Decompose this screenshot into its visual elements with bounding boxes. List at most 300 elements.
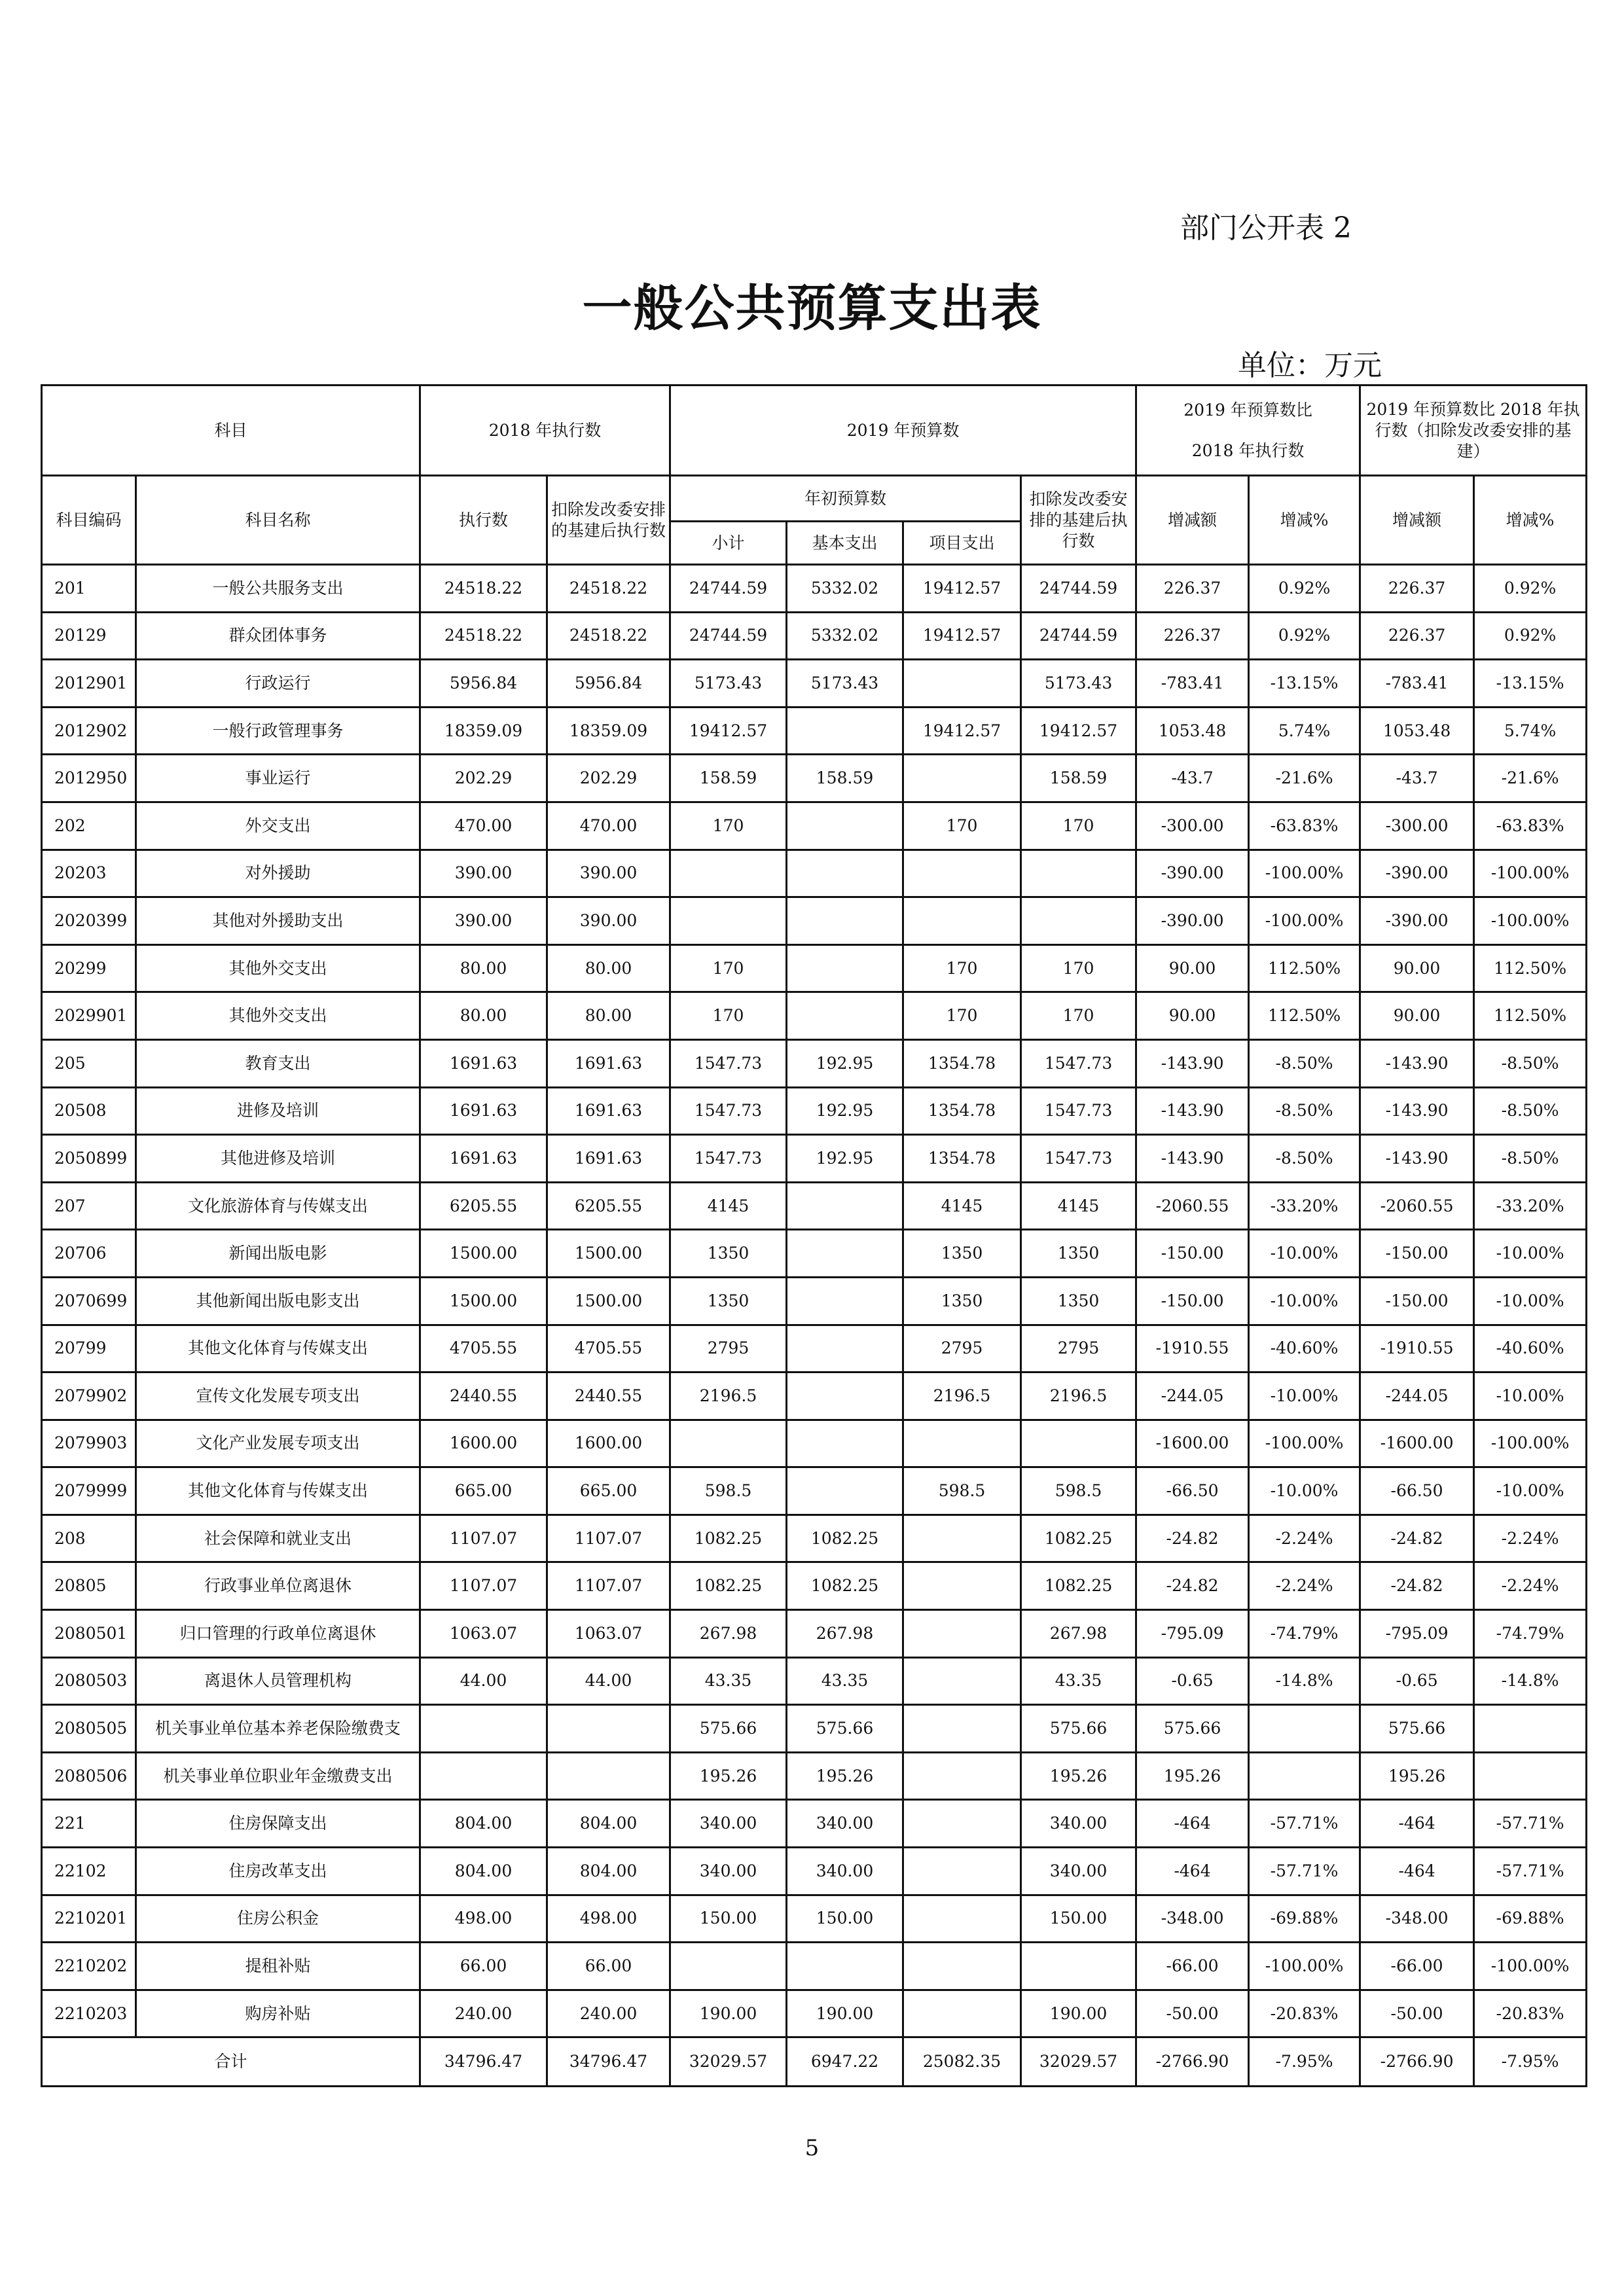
subject-name-cell: 其他文化体育与传媒支出 bbox=[136, 1325, 420, 1372]
unit-label: 单位：万元 bbox=[1238, 349, 1382, 382]
value-cell: 190.00 bbox=[1021, 1990, 1136, 2037]
value-cell: -8.50% bbox=[1249, 1039, 1360, 1087]
subject-name-cell: 行政事业单位离退休 bbox=[136, 1562, 420, 1610]
value-cell: -40.60% bbox=[1249, 1325, 1360, 1372]
value-cell bbox=[903, 1895, 1021, 1943]
subject-name-cell: 机关事业单位基本养老保险缴费支 bbox=[136, 1705, 420, 1753]
value-cell: -21.6% bbox=[1474, 755, 1587, 802]
value-cell: -63.83% bbox=[1474, 802, 1587, 850]
value-cell bbox=[1474, 1752, 1587, 1800]
value-cell: -143.90 bbox=[1136, 1039, 1249, 1087]
total-row bbox=[42, 2037, 1587, 2087]
subject-name-cell: 新闻出版电影 bbox=[136, 1230, 420, 1278]
value-cell: 1354.78 bbox=[903, 1039, 1021, 1087]
value-cell: 5956.84 bbox=[547, 660, 670, 708]
value-cell: 195.26 bbox=[1136, 1752, 1249, 1800]
value-cell: -244.05 bbox=[1360, 1372, 1474, 1420]
value-cell: 192.95 bbox=[787, 1087, 903, 1135]
value-cell bbox=[787, 802, 903, 850]
value-cell: 190.00 bbox=[787, 1990, 903, 2037]
value-cell: 24744.59 bbox=[1021, 565, 1136, 613]
subject-name-cell: 住房保障支出 bbox=[136, 1800, 420, 1848]
table-row bbox=[42, 1895, 1587, 1943]
subject-code-cell: 2210203 bbox=[42, 1990, 136, 2037]
value-cell: 66.00 bbox=[547, 1943, 670, 1990]
value-cell: 0.92% bbox=[1249, 612, 1360, 660]
value-cell: -2.24% bbox=[1249, 1515, 1360, 1562]
value-cell: 195.26 bbox=[1360, 1752, 1474, 1800]
subject-code-cell: 20706 bbox=[42, 1230, 136, 1278]
value-cell: 1691.63 bbox=[420, 1087, 547, 1135]
value-cell bbox=[903, 1657, 1021, 1705]
value-cell: -2060.55 bbox=[1360, 1182, 1474, 1230]
total-cell: 25082.35 bbox=[903, 2037, 1021, 2087]
subject-code-cell: 2079903 bbox=[42, 1420, 136, 1467]
value-cell: 470.00 bbox=[547, 802, 670, 850]
value-cell: 190.00 bbox=[670, 1990, 787, 2037]
value-cell: 4145 bbox=[670, 1182, 787, 1230]
value-cell: 0.92% bbox=[1474, 565, 1587, 613]
subject-code-cell: 2210201 bbox=[42, 1895, 136, 1943]
value-cell bbox=[1021, 897, 1136, 945]
value-cell: 18359.09 bbox=[547, 707, 670, 755]
value-cell: -8.50% bbox=[1249, 1087, 1360, 1135]
subject-name-cell: 其他对外援助支出 bbox=[136, 897, 420, 945]
subject-name-cell: 机关事业单位职业年金缴费支出 bbox=[136, 1752, 420, 1800]
value-cell: 6205.55 bbox=[420, 1182, 547, 1230]
value-cell: 19412.57 bbox=[903, 612, 1021, 660]
table-row bbox=[42, 1277, 1587, 1325]
subject-name-cell: 其他外交支出 bbox=[136, 944, 420, 992]
value-cell bbox=[787, 944, 903, 992]
subject-name-cell: 归口管理的行政单位离退休 bbox=[136, 1610, 420, 1658]
value-cell bbox=[547, 1705, 670, 1753]
table-row bbox=[42, 897, 1587, 945]
subject-code-cell: 2079999 bbox=[42, 1467, 136, 1515]
value-cell bbox=[903, 1562, 1021, 1610]
value-cell: 195.26 bbox=[1021, 1752, 1136, 1800]
value-cell: 2196.5 bbox=[903, 1372, 1021, 1420]
value-cell bbox=[787, 1277, 903, 1325]
value-cell: 1063.07 bbox=[420, 1610, 547, 1658]
value-cell: 195.26 bbox=[787, 1752, 903, 1800]
subject-code-cell: 2080503 bbox=[42, 1657, 136, 1705]
value-cell: 80.00 bbox=[420, 992, 547, 1040]
subject-name-cell: 住房公积金 bbox=[136, 1895, 420, 1943]
subject-code-cell: 2020399 bbox=[42, 897, 136, 945]
subject-name-cell: 对外援助 bbox=[136, 850, 420, 897]
value-cell: 112.50% bbox=[1249, 944, 1360, 992]
value-cell: 1350 bbox=[903, 1277, 1021, 1325]
value-cell: 4145 bbox=[903, 1182, 1021, 1230]
value-cell bbox=[903, 1848, 1021, 1895]
value-cell: 90.00 bbox=[1360, 944, 1474, 992]
subject-name-cell: 一般行政管理事务 bbox=[136, 707, 420, 755]
subject-name-cell: 离退休人员管理机构 bbox=[136, 1657, 420, 1705]
value-cell: -13.15% bbox=[1249, 660, 1360, 708]
value-cell: -24.82 bbox=[1136, 1562, 1249, 1610]
value-cell bbox=[787, 1943, 903, 1990]
value-cell: 804.00 bbox=[420, 1848, 547, 1895]
table-row bbox=[42, 1182, 1587, 1230]
subject-name-cell: 一般公共服务支出 bbox=[136, 565, 420, 613]
value-cell: -1910.55 bbox=[1360, 1325, 1474, 1372]
value-cell: 170 bbox=[903, 992, 1021, 1040]
value-cell: 1600.00 bbox=[547, 1420, 670, 1467]
value-cell: 112.50% bbox=[1474, 992, 1587, 1040]
subject-name-cell: 行政运行 bbox=[136, 660, 420, 708]
value-cell: -2.24% bbox=[1249, 1562, 1360, 1610]
value-cell bbox=[903, 660, 1021, 708]
subject-code-cell: 2012902 bbox=[42, 707, 136, 755]
value-cell: -13.15% bbox=[1474, 660, 1587, 708]
value-cell bbox=[787, 1182, 903, 1230]
value-cell: 1107.07 bbox=[420, 1515, 547, 1562]
subject-code-cell: 20508 bbox=[42, 1087, 136, 1135]
table-row bbox=[42, 1420, 1587, 1467]
value-cell: -795.09 bbox=[1136, 1610, 1249, 1658]
value-cell bbox=[903, 1943, 1021, 1990]
value-cell: -464 bbox=[1136, 1800, 1249, 1848]
value-cell: 1500.00 bbox=[420, 1277, 547, 1325]
subject-code-cell: 20799 bbox=[42, 1325, 136, 1372]
value-cell: -143.90 bbox=[1360, 1135, 1474, 1183]
value-cell bbox=[420, 1752, 547, 1800]
value-cell: 170 bbox=[670, 802, 787, 850]
value-cell: 598.5 bbox=[903, 1467, 1021, 1515]
table-row bbox=[42, 755, 1587, 802]
value-cell: -100.00% bbox=[1474, 850, 1587, 897]
value-cell: -10.00% bbox=[1474, 1467, 1587, 1515]
value-cell: 1500.00 bbox=[547, 1277, 670, 1325]
value-cell: -100.00% bbox=[1474, 1943, 1587, 1990]
value-cell: 340.00 bbox=[787, 1800, 903, 1848]
value-cell: -66.50 bbox=[1136, 1467, 1249, 1515]
value-cell: 1082.25 bbox=[1021, 1562, 1136, 1610]
value-cell: 665.00 bbox=[420, 1467, 547, 1515]
table-row bbox=[42, 1800, 1587, 1848]
value-cell: 66.00 bbox=[420, 1943, 547, 1990]
table-row bbox=[42, 1990, 1587, 2037]
value-cell: -57.71% bbox=[1474, 1800, 1587, 1848]
table-row bbox=[42, 1135, 1587, 1183]
value-cell: -1600.00 bbox=[1136, 1420, 1249, 1467]
value-cell: 44.00 bbox=[420, 1657, 547, 1705]
header-inc-percent: 增减% bbox=[1249, 476, 1360, 565]
value-cell: 665.00 bbox=[547, 1467, 670, 1515]
value-cell: 2795 bbox=[903, 1325, 1021, 1372]
value-cell: 226.37 bbox=[1136, 565, 1249, 613]
value-cell: 1547.73 bbox=[1021, 1039, 1136, 1087]
value-cell bbox=[903, 850, 1021, 897]
header-inc-amount-adjusted: 增减额 bbox=[1360, 476, 1474, 565]
value-cell: -2060.55 bbox=[1136, 1182, 1249, 1230]
value-cell: 170 bbox=[1021, 992, 1136, 1040]
value-cell: -10.00% bbox=[1249, 1230, 1360, 1278]
subject-name-cell: 其他新闻出版电影支出 bbox=[136, 1277, 420, 1325]
value-cell: -14.8% bbox=[1474, 1657, 1587, 1705]
value-cell: 267.98 bbox=[1021, 1610, 1136, 1658]
value-cell bbox=[787, 850, 903, 897]
subject-code-cell: 20805 bbox=[42, 1562, 136, 1610]
value-cell: 170 bbox=[670, 944, 787, 992]
value-cell: 1107.07 bbox=[547, 1562, 670, 1610]
header-compare-line2: 2018 年执行数 bbox=[1191, 440, 1305, 460]
value-cell: 2196.5 bbox=[670, 1372, 787, 1420]
value-cell: 43.35 bbox=[670, 1657, 787, 1705]
table-row bbox=[42, 660, 1587, 708]
subject-code-cell: 20299 bbox=[42, 944, 136, 992]
value-cell: 80.00 bbox=[547, 944, 670, 992]
value-cell: -1600.00 bbox=[1360, 1420, 1474, 1467]
value-cell: -150.00 bbox=[1360, 1230, 1474, 1278]
subject-name-cell: 群众团体事务 bbox=[136, 612, 420, 660]
header-initial-budget: 年初预算数 bbox=[670, 476, 1021, 522]
value-cell: 2795 bbox=[670, 1325, 787, 1372]
value-cell: 170 bbox=[670, 992, 787, 1040]
value-cell: -24.82 bbox=[1136, 1515, 1249, 1562]
value-cell: -464 bbox=[1360, 1800, 1474, 1848]
value-cell: -50.00 bbox=[1360, 1990, 1474, 2037]
value-cell: 90.00 bbox=[1136, 992, 1249, 1040]
header-subtotal: 小计 bbox=[670, 522, 787, 565]
value-cell bbox=[787, 992, 903, 1040]
value-cell: -464 bbox=[1136, 1848, 1249, 1895]
subject-name-cell: 事业运行 bbox=[136, 755, 420, 802]
value-cell bbox=[670, 1420, 787, 1467]
value-cell bbox=[903, 1420, 1021, 1467]
value-cell: 43.35 bbox=[787, 1657, 903, 1705]
header-budget-2019: 2019 年预算数 bbox=[670, 386, 1136, 476]
value-cell: 5173.43 bbox=[670, 660, 787, 708]
subject-name-cell: 宣传文化发展专项支出 bbox=[136, 1372, 420, 1420]
value-cell: 2795 bbox=[1021, 1325, 1136, 1372]
value-cell bbox=[787, 1230, 903, 1278]
value-cell: 1107.07 bbox=[547, 1515, 670, 1562]
table-body bbox=[42, 565, 1587, 2037]
value-cell: -57.71% bbox=[1249, 1800, 1360, 1848]
value-cell: 19412.57 bbox=[670, 707, 787, 755]
total-cell: 34796.47 bbox=[547, 2037, 670, 2087]
subject-name-cell: 进修及培训 bbox=[136, 1087, 420, 1135]
header-basic: 基本支出 bbox=[787, 522, 903, 565]
value-cell: 470.00 bbox=[420, 802, 547, 850]
subject-code-cell: 2070699 bbox=[42, 1277, 136, 1325]
value-cell: 1082.25 bbox=[670, 1515, 787, 1562]
document-label: 部门公开表 2 bbox=[1180, 211, 1352, 245]
value-cell: 44.00 bbox=[547, 1657, 670, 1705]
header-compare-adjusted: 2019 年预算数比 2018 年执行数（扣除发改委安排的基建） bbox=[1360, 386, 1587, 476]
value-cell: -24.82 bbox=[1360, 1562, 1474, 1610]
value-cell: 340.00 bbox=[1021, 1800, 1136, 1848]
subject-name-cell: 文化产业发展专项支出 bbox=[136, 1420, 420, 1467]
subject-code-cell: 2029901 bbox=[42, 992, 136, 1040]
value-cell: 1500.00 bbox=[547, 1230, 670, 1278]
subject-code-cell: 2080506 bbox=[42, 1752, 136, 1800]
value-cell: 226.37 bbox=[1360, 612, 1474, 660]
value-cell: 5173.43 bbox=[1021, 660, 1136, 708]
total-cell: 34796.47 bbox=[420, 2037, 547, 2087]
table-row bbox=[42, 1943, 1587, 1990]
value-cell: -1910.55 bbox=[1136, 1325, 1249, 1372]
value-cell bbox=[787, 1420, 903, 1467]
table-row bbox=[42, 1515, 1587, 1562]
value-cell bbox=[1021, 850, 1136, 897]
value-cell: -63.83% bbox=[1249, 802, 1360, 850]
value-cell: -0.65 bbox=[1136, 1657, 1249, 1705]
value-cell: 0.92% bbox=[1249, 565, 1360, 613]
value-cell: -43.7 bbox=[1136, 755, 1249, 802]
value-cell: 498.00 bbox=[547, 1895, 670, 1943]
table-row bbox=[42, 1467, 1587, 1515]
table-row bbox=[42, 944, 1587, 992]
value-cell: 24518.22 bbox=[420, 612, 547, 660]
value-cell: -10.00% bbox=[1249, 1467, 1360, 1515]
value-cell: -20.83% bbox=[1474, 1990, 1587, 2037]
subject-code-cell: 20203 bbox=[42, 850, 136, 897]
value-cell: 1107.07 bbox=[420, 1562, 547, 1610]
value-cell: -66.00 bbox=[1136, 1943, 1249, 1990]
value-cell: 1691.63 bbox=[547, 1135, 670, 1183]
value-cell: -2.24% bbox=[1474, 1515, 1587, 1562]
total-label: 合计 bbox=[42, 2037, 420, 2087]
value-cell: 340.00 bbox=[670, 1848, 787, 1895]
value-cell bbox=[787, 1325, 903, 1372]
table-row bbox=[42, 707, 1587, 755]
value-cell bbox=[670, 1943, 787, 1990]
subject-code-cell: 201 bbox=[42, 565, 136, 613]
value-cell: 804.00 bbox=[547, 1848, 670, 1895]
header-exec-adjusted: 扣除发改委安排的基建后执行数 bbox=[547, 476, 670, 565]
subject-name-cell: 住房改革支出 bbox=[136, 1848, 420, 1895]
value-cell: 1082.25 bbox=[787, 1562, 903, 1610]
value-cell: 158.59 bbox=[1021, 755, 1136, 802]
value-cell: -14.8% bbox=[1249, 1657, 1360, 1705]
value-cell: 1350 bbox=[1021, 1277, 1136, 1325]
value-cell: -10.00% bbox=[1474, 1277, 1587, 1325]
subject-code-cell: 205 bbox=[42, 1039, 136, 1087]
value-cell: 19412.57 bbox=[1021, 707, 1136, 755]
value-cell: 90.00 bbox=[1136, 944, 1249, 992]
page-number: 5 bbox=[804, 2135, 820, 2161]
value-cell: -143.90 bbox=[1360, 1087, 1474, 1135]
value-cell: 575.66 bbox=[670, 1705, 787, 1753]
value-cell: 340.00 bbox=[670, 1800, 787, 1848]
value-cell bbox=[903, 1800, 1021, 1848]
table-row bbox=[42, 1562, 1587, 1610]
value-cell: 6205.55 bbox=[547, 1182, 670, 1230]
value-cell: -143.90 bbox=[1360, 1039, 1474, 1087]
header-inc-percent-adjusted: 增减% bbox=[1474, 476, 1587, 565]
value-cell: -150.00 bbox=[1136, 1230, 1249, 1278]
budget-table bbox=[41, 384, 1587, 2087]
value-cell: 2196.5 bbox=[1021, 1372, 1136, 1420]
value-cell: 390.00 bbox=[547, 897, 670, 945]
value-cell bbox=[670, 850, 787, 897]
value-cell: -783.41 bbox=[1136, 660, 1249, 708]
value-cell: -100.00% bbox=[1249, 1943, 1360, 1990]
value-cell bbox=[547, 1752, 670, 1800]
subject-name-cell: 文化旅游体育与传媒支出 bbox=[136, 1182, 420, 1230]
table-row bbox=[42, 1230, 1587, 1278]
value-cell: -100.00% bbox=[1474, 897, 1587, 945]
subject-code-cell: 2050899 bbox=[42, 1135, 136, 1183]
value-cell: 80.00 bbox=[420, 944, 547, 992]
value-cell: -300.00 bbox=[1360, 802, 1474, 850]
value-cell bbox=[1021, 1420, 1136, 1467]
value-cell: 1063.07 bbox=[547, 1610, 670, 1658]
value-cell: 24744.59 bbox=[670, 565, 787, 613]
value-cell: 150.00 bbox=[670, 1895, 787, 1943]
value-cell: 390.00 bbox=[420, 897, 547, 945]
value-cell bbox=[1021, 1943, 1136, 1990]
total-cell: -2766.90 bbox=[1136, 2037, 1249, 2087]
value-cell: 804.00 bbox=[547, 1800, 670, 1848]
value-cell: -10.00% bbox=[1249, 1372, 1360, 1420]
value-cell: 340.00 bbox=[787, 1848, 903, 1895]
value-cell bbox=[670, 897, 787, 945]
subject-code-cell: 2080505 bbox=[42, 1705, 136, 1753]
value-cell: 240.00 bbox=[420, 1990, 547, 2037]
value-cell: 498.00 bbox=[420, 1895, 547, 1943]
subject-code-cell: 2080501 bbox=[42, 1610, 136, 1658]
value-cell: 1547.73 bbox=[670, 1087, 787, 1135]
value-cell: -10.00% bbox=[1474, 1230, 1587, 1278]
total-cell: -2766.90 bbox=[1360, 2037, 1474, 2087]
value-cell: 1350 bbox=[903, 1230, 1021, 1278]
value-cell: -348.00 bbox=[1136, 1895, 1249, 1943]
value-cell: -74.79% bbox=[1474, 1610, 1587, 1658]
value-cell: 267.98 bbox=[670, 1610, 787, 1658]
value-cell: -57.71% bbox=[1249, 1848, 1360, 1895]
subject-code-cell: 207 bbox=[42, 1182, 136, 1230]
value-cell: 804.00 bbox=[420, 1800, 547, 1848]
value-cell: -8.50% bbox=[1474, 1039, 1587, 1087]
value-cell: 226.37 bbox=[1136, 612, 1249, 660]
value-cell bbox=[903, 755, 1021, 802]
value-cell bbox=[903, 1705, 1021, 1753]
value-cell: 575.66 bbox=[1136, 1705, 1249, 1753]
subject-code-cell: 2210202 bbox=[42, 1943, 136, 1990]
value-cell: 5332.02 bbox=[787, 612, 903, 660]
value-cell: 267.98 bbox=[787, 1610, 903, 1658]
value-cell: -20.83% bbox=[1249, 1990, 1360, 2037]
total-cell: 32029.57 bbox=[1021, 2037, 1136, 2087]
value-cell: 43.35 bbox=[1021, 1657, 1136, 1705]
value-cell: 598.5 bbox=[670, 1467, 787, 1515]
value-cell: 240.00 bbox=[547, 1990, 670, 2037]
value-cell: -143.90 bbox=[1136, 1135, 1249, 1183]
value-cell: 340.00 bbox=[1021, 1848, 1136, 1895]
header-budget-adjusted: 扣除发改委安排的基建后执行数 bbox=[1021, 476, 1136, 565]
table-row bbox=[42, 1039, 1587, 1087]
value-cell: 1350 bbox=[1021, 1230, 1136, 1278]
value-cell: 1350 bbox=[670, 1277, 787, 1325]
value-cell: -66.00 bbox=[1360, 1943, 1474, 1990]
value-cell: 202.29 bbox=[420, 755, 547, 802]
value-cell bbox=[787, 1372, 903, 1420]
value-cell: -8.50% bbox=[1474, 1135, 1587, 1183]
value-cell: -40.60% bbox=[1474, 1325, 1587, 1372]
value-cell bbox=[1249, 1752, 1360, 1800]
header-exec: 执行数 bbox=[420, 476, 547, 565]
value-cell: 1354.78 bbox=[903, 1135, 1021, 1183]
value-cell: 195.26 bbox=[670, 1752, 787, 1800]
table-row bbox=[42, 1705, 1587, 1753]
subject-name-cell: 其他外交支出 bbox=[136, 992, 420, 1040]
value-cell: 24744.59 bbox=[670, 612, 787, 660]
value-cell bbox=[420, 1705, 547, 1753]
